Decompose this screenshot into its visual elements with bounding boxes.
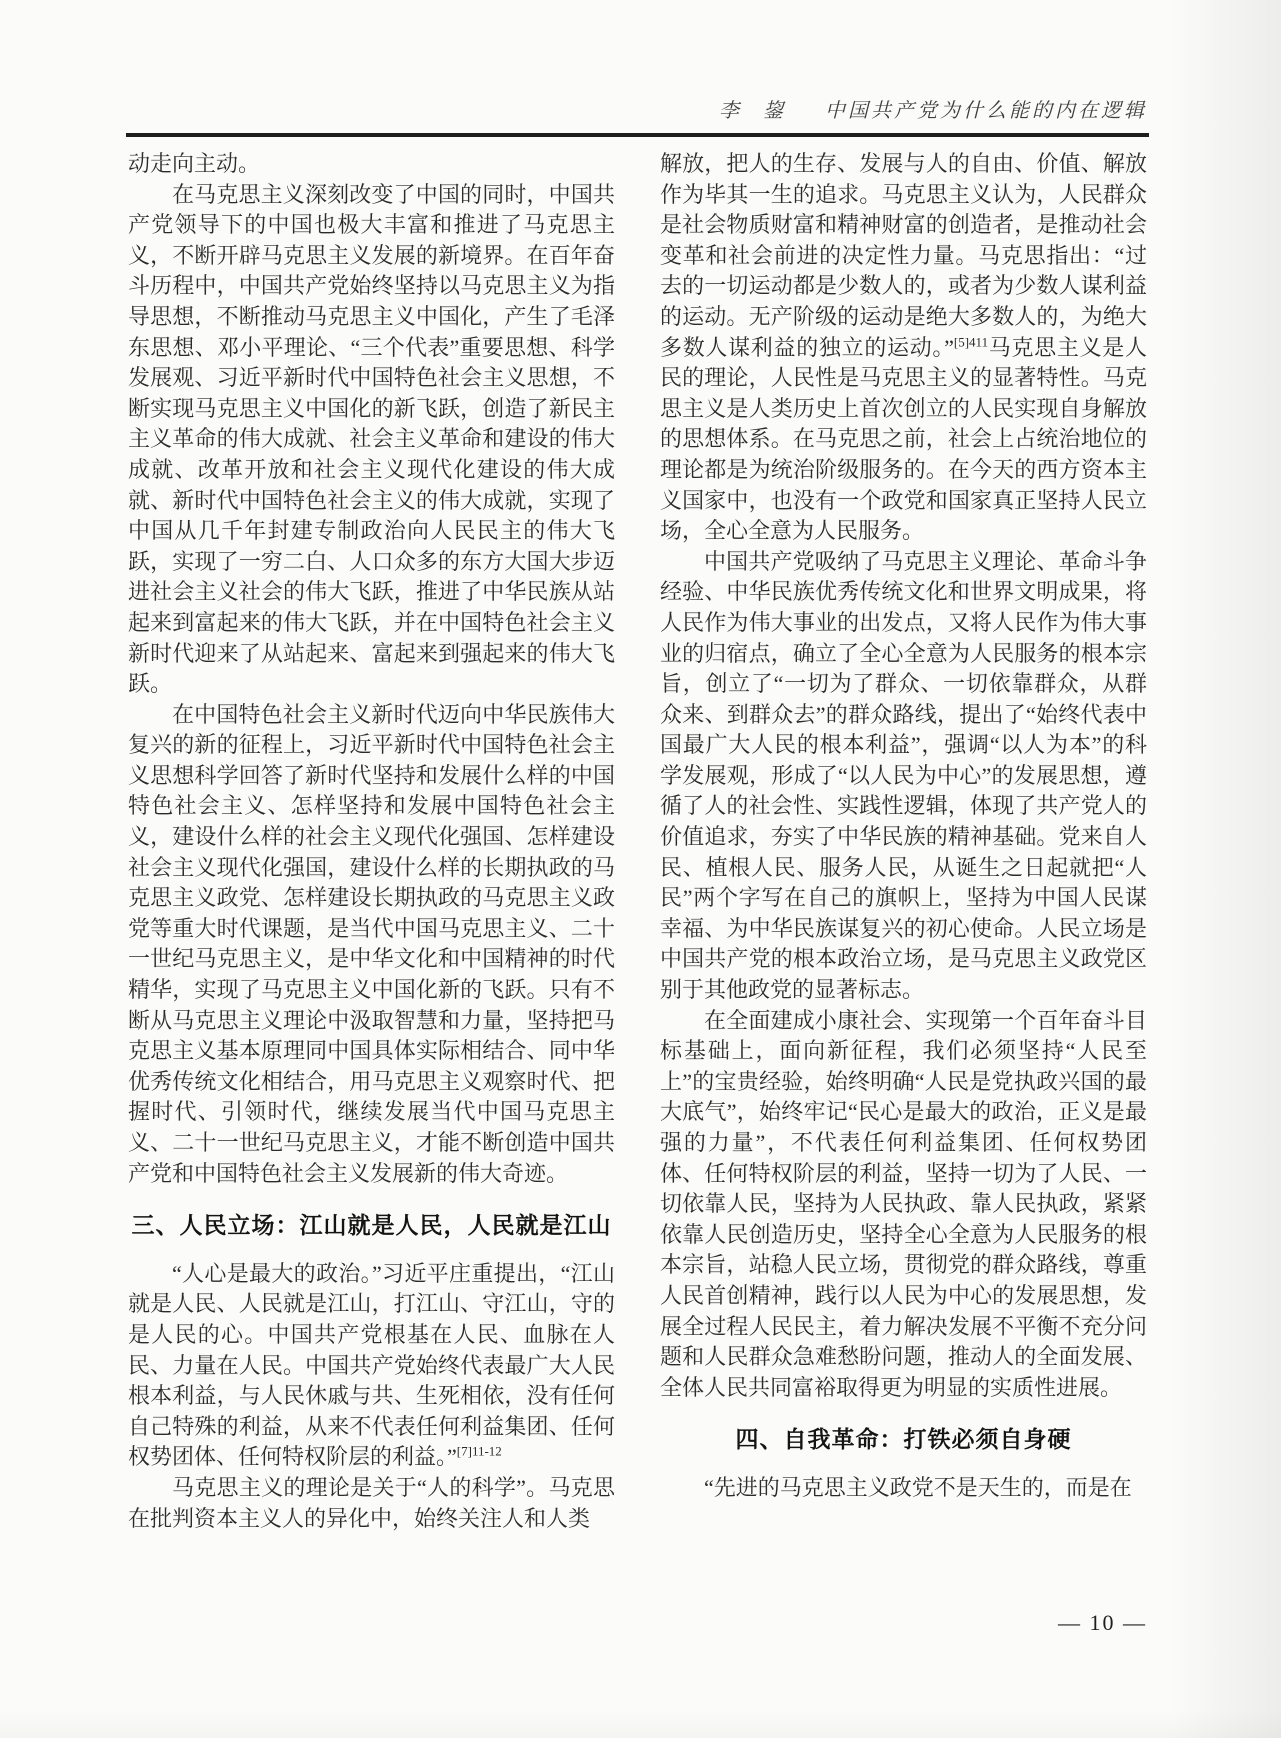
header-rule xyxy=(126,133,1149,137)
paragraph-text: 解放，把人的生存、发展与人的自由、价值、解放作为毕其一生的追求。马克思主义认为，人民群众是社会物质财富和精神财富的创造者，是推动社会变革和社会前进的决定性力量。马克思指出：“过去的一切运动都是少数人的，或者为少数人谋利益的运动。无产阶级的运动是绝大多数人的，为绝大多数人谋利益的独立的运动。” xyxy=(660,151,1147,360)
paragraph-continuation xyxy=(660,149,1147,547)
running-header xyxy=(128,94,1147,123)
scan-shadow-right xyxy=(1171,0,1281,1738)
paragraph: 中国共产党吸纳了马克思主义理论、革命斗争经验、中华民族优秀传统文化和世界文明成果，将人民作为伟大事业的出发点，又将人民作为伟大事业的归宿点，确立了全心全意为人民服务的根本宗旨，创立了“一切为了群众、一切依靠群众，从群众来、到群众去”的群众路线，提出了“始终代表中国最广大人民的根本利益”，强调“以人为本”的科学发展观，形成了“以人民为中心”的发展思想，遵循了人的社会性、实践性逻辑，体现了共产党人的价值追求，夯实了中华民族的精神基础。党来自人民、植根人民、服务人民，从诞生之日起就把“人民”两个字写在自己的旗帜上，坚持为中国人民谋幸福、为中华民族谋复兴的初心使命。人民立场是中国共产党的根本政治立场，是马克思主义政党区别于其他政党的显著标志。 xyxy=(660,548,1147,1003)
paragraph: 马克思主义的理论是关于“人的科学”。马克思在批判资本主义人的异化中，始终关注人和人类 xyxy=(128,1474,615,1531)
paragraph: 在马克思主义深刻改变了中国的同时，中国共产党领导下的中国也极大丰富和推进了马克思主义，不断开辟马克思主义发展的新境界。在百年奋斗历程中，中国共产党始终坚持以马克思主义为指导思想，不断推动马克思主义中国化，产生了毛泽东思想、邓小平理论、“三个代表”重要思想、科学发展观、习近平新时代中国特色社会主义思想，不断实现马克思主义中国化的新飞跃，创造了新民主主义革命的伟大成就、社会主义革命和建设的伟大成就、改革开放和社会主义现代化建设的伟大成就、新时代中国特色社会主义的伟大成就，实现了中国从几千年封建专制政治向人民民主的伟大飞跃，实现了一穷二白、人口众多的东方大国大步迈进社会主义社会的伟大飞跃，推进了中华民族从站起来到富起来的伟大飞跃，并在中国特色社会主义新时代迎来了从站起来、富起来到强起来的伟大飞跃。 xyxy=(128,181,615,697)
paragraph xyxy=(128,1259,615,1473)
paragraph-text: 马克思主义是人民的理论，人民性是马克思主义的显著特性。马克思主义是人类历史上首次创立的人民实现自身解放的思想体系。在马克思之前，社会上占统治地位的理论都是为统治阶级服务的。在今天的西方资本主义国家中，也没有一个政党和国家真正坚持人民立场，全心全意为人民服务。 xyxy=(660,334,1147,544)
paragraph-text: “人心是最大的政治。”习近平庄重提出，“江山就是人民、人民就是江山，打江山、守江山，守的是人民的心。中国共产党根基在人民、血脉在人民、力量在人民。中国共产党始终代表最广大人民根本利益，与人民休戚与共、生死相依，没有任何自己特殊的利益，从来不代表任何利益集团、任何权势团体、任何特权阶层的利益。” xyxy=(128,1260,615,1470)
paragraph: “先进的马克思主义政党不是天生的，而是在 xyxy=(704,1474,1132,1500)
page-number: — 10 — xyxy=(1058,1610,1147,1635)
header-author: 李 鋆 xyxy=(719,100,785,122)
scan-shadow-bottom xyxy=(0,1710,1281,1738)
section-heading-three: 三、人民立场：江山就是人民，人民就是江山 xyxy=(131,1212,612,1239)
article-body xyxy=(128,149,1147,1629)
citation-marker: [7]11-12 xyxy=(456,1444,502,1460)
header-article-title: 中国共产党为什么能的内在逻辑 xyxy=(825,100,1147,122)
citation-marker: [5]411 xyxy=(953,334,989,350)
left-column xyxy=(128,149,615,1629)
section-heading-four: 四、自我革命：打铁必须自身硬 xyxy=(735,1426,1072,1453)
paragraph-continuation: 动走向主动。 xyxy=(128,151,261,176)
right-column xyxy=(660,149,1147,1629)
paragraph: 在全面建成小康社会、实现第一个百年奋斗目标基础上，面向新征程，我们必须坚持“人民至上”的宝贵经验，始终明确“人民是党执政兴国的最大底气”，始终牢记“民心是最大的政治，正义是最强的力量”，不代表任何利益集团、任何权势团体、任何特权阶层的利益，坚持一切为了人民、一切依靠人民，坚持为人民执政、靠人民执政，紧紧依靠人民创造历史，坚持全心全意为人民服务的根本宗旨，站稳人民立场，贯彻党的群众路线，尊重人民首创精神，践行以人民为中心的发展思想，发展全过程人民民主，着力解决发展不平衡不充分问题和人民群众急难愁盼问题，推动人的全面发展、全体人民共同富裕取得更为明显的实质性进展。 xyxy=(660,1007,1147,1400)
paragraph: 在中国特色社会主义新时代迈向中华民族伟大复兴的新的征程上，习近平新时代中国特色社会主义思想科学回答了新时代坚持和发展什么样的中国特色社会主义、怎样坚持和发展中国特色社会主义，建设什么样的社会主义现代化强国、怎样建设社会主义现代化强国，建设什么样的长期执政的马克思主义政党、怎样建设长期执政的马克思主义政党等重大时代课题，是当代中国马克思主义、二十一世纪马克思主义，是中华文化和中国精神的时代精华，实现了马克思主义中国化新的飞跃。只有不断从马克思主义理论中汲取智慧和力量，坚持把马克思主义基本原理同中国具体实际相结合、同中华优秀传统文化相结合，用马克思主义观察时代、把握时代、引领时代，继续发展当代中国马克思主义、二十一世纪马克思主义，才能不断创造中国共产党和中国特色社会主义发展新的伟大奇迹。 xyxy=(128,701,615,1186)
